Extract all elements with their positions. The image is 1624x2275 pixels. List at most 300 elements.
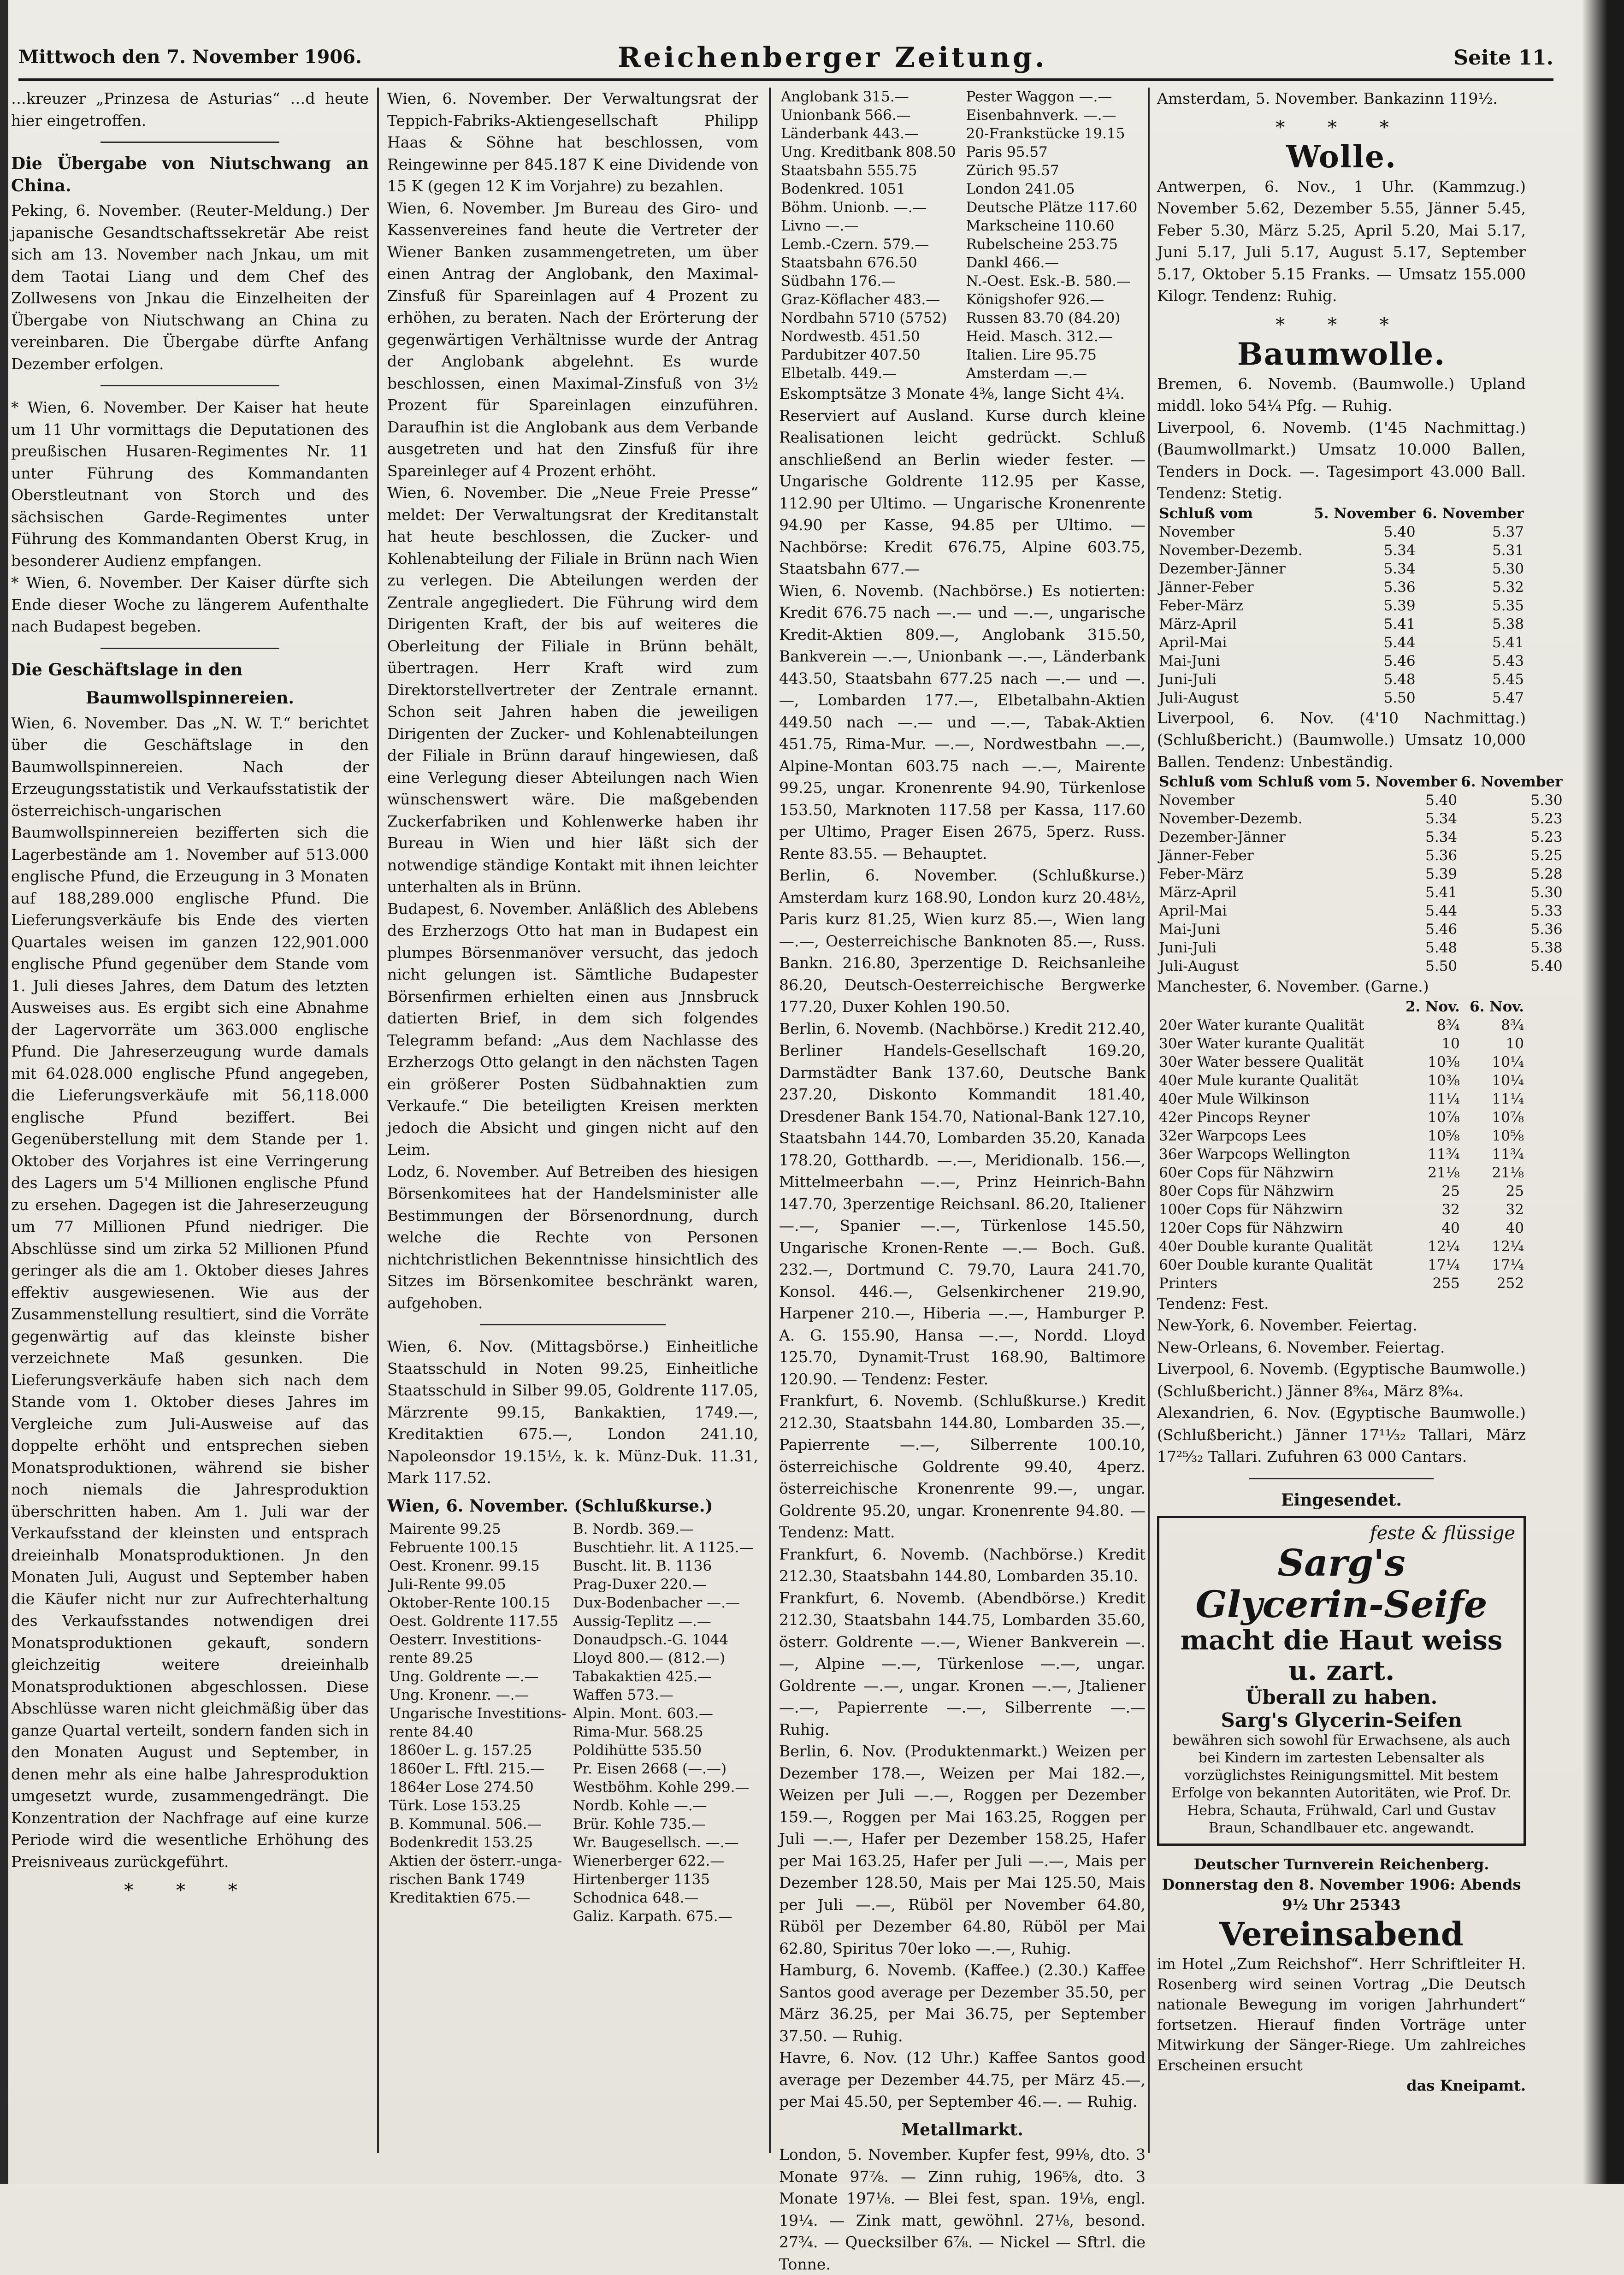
table-header-cell: 2. Nov. <box>1405 998 1460 1015</box>
table-cell: Pester Waggon —.— <box>966 89 1112 105</box>
table-cell: Feber-März <box>1159 597 1244 614</box>
table-header-cell: 6. Nov. <box>1470 998 1524 1015</box>
table-cell: 5.46 <box>1383 652 1416 669</box>
table-cell: 5.41 <box>1383 615 1416 632</box>
separator <box>100 648 279 649</box>
table-cell: 17¼ <box>1492 1256 1524 1273</box>
kurs-row <box>387 1870 758 1889</box>
table-cell: Nordb. Kohle —.— <box>573 1797 707 1814</box>
table-cell: Oest. Goldrente 117.55 <box>389 1613 559 1630</box>
berlin-nachboerse: Berlin, 6. Novemb. (Nachbörse.) Kredit 212.40, Berliner Handels-Gesellschaft 169.20, Darmstädter Bank 137.60, Deutsche Bank 237.20, Diskonto Kommandit 181.40, Dresdener Bank 154.70, National-Bank 127.10, Staatsbahn 144.70, Lombarden 35.20, Kanada 178.20, Gotthardb. —.—, Meridionalb. 156.—, Mittelmeerbahn —.—, Prinz Heinrich-Bahn 147.70, 3perzentige Reichsanl. 86.20, Italiener —.—, Spanier —.—, Türkenlose 145.50, Ungarische Kronen-Rente —.— Boch. Guß. 232.—, Dortmund C. 79.70, Laura 241.70, Konsol. 446.—, Gelsenkirchener 219.90, Harpener 210.—, Hiberia —.—, Hamburger P. A. G. 155.90, Hansa —.—, Nordd. Lloyd 125.70, Dynamit-Trust 168.90, Baltimore 120.90. — Tendenz: Fester. <box>779 1019 1146 1388</box>
kurs-row <box>387 1631 758 1649</box>
table-cell: Juli-August <box>1159 958 1239 975</box>
table-header-cell <box>1157 998 1398 1016</box>
table-cell: Ung. Goldrente —.— <box>389 1668 539 1685</box>
table-cell: 5.48 <box>1383 671 1416 688</box>
table-cell: Tabakaktien 425.— <box>573 1668 712 1685</box>
ad-body: bewähren sich sowohl für Erwachsene, als auch bei Kindern im zartesten Lebensalter als vorzüglichstes Reinigungsmittel. Mit bestem Erfolge von bekannten Autoritäten, wie Prof. Dr. Hebra, Schauta, Frühwald, Carl und Gustav Braun, Schandlbauer etc. angewandt. <box>1171 1732 1512 1836</box>
garn-row <box>1157 1274 1526 1293</box>
table-cell: Jänner-Feber <box>1159 579 1254 596</box>
table-cell: 32er Warpcops Lees <box>1159 1127 1306 1144</box>
table-cell: 40 <box>1441 1219 1460 1236</box>
kurs-row <box>779 180 1146 198</box>
garn-row <box>1157 1219 1526 1237</box>
table-cell: 5.37 <box>1492 523 1524 540</box>
separator <box>1249 1478 1434 1479</box>
table-cell: 5.30 <box>1492 560 1524 577</box>
liverpool-schlussbericht: Liverpool, 6. Nov. (4'10 Nachmittag.) (Schlußbericht.) (Baumwolle.) Umsatz 10,000 Ballen. Tendenz: Unbeständig. <box>1157 709 1526 771</box>
kurs-row <box>779 124 1146 143</box>
table-cell: 11¾ <box>1492 1146 1524 1163</box>
alexandrien: Alexandrien, 6. Nov. (Egyptische Baumwolle.) (Schlußbericht.) Jänner 17¹¹⁄₃₂ Tallari, März 17²⁵⁄₃₂ Tallari. Zufuhren 63 000 Cantars. <box>1157 1404 1526 1465</box>
termin-row <box>1157 920 1565 939</box>
column-3 <box>779 88 1146 2273</box>
heading-schlusskurse: Wien, 6. November. (Schlußkurse.) <box>387 1496 713 1516</box>
table-header-cell: 5. November <box>1355 774 1458 790</box>
table-cell: 10⅞ <box>1492 1109 1524 1126</box>
table-cell: 5.34 <box>1383 560 1416 577</box>
article-niutschwang: Peking, 6. November. (Reuter-Meldung.) Der japanische Gesandtschaftssekretär Abe reist sich am 13. November nach Jnkau, um mit dem Taotai Liang und dem Chef des Zollwesens von Jnkau die Einzelheiten der Übergabe von Niutschwang an China zu vereinbaren. Die Übergabe dürfte Anfang Dezember erfolgen. <box>11 201 369 373</box>
section-stars: * * * <box>124 1880 256 1901</box>
table-cell: 20er Water kurante Qualität <box>1159 1016 1364 1034</box>
table-cell: 40er Mule kurante Qualität <box>1159 1072 1358 1089</box>
termin-row <box>1157 560 1526 578</box>
table-cell: Lemb.-Czern. 579.— <box>781 236 929 253</box>
table-cell: 5.38 <box>1492 615 1524 632</box>
page-number: Seite 11. <box>1453 46 1553 70</box>
table-cell: Heid. Masch. 312.— <box>966 328 1113 345</box>
table-cell: 5.41 <box>1425 884 1458 901</box>
issue-date: Mittwoch den 7. November 1906. <box>18 46 362 68</box>
table-cell: rente 89.25 <box>389 1650 473 1666</box>
table-cell: November <box>1159 523 1235 540</box>
table-cell: Mairente 99.25 <box>389 1521 501 1537</box>
hamburg-kaffee: Hamburg, 6. Novemb. (Kaffee.) (2.30.) Kaffee Santos good average per Dezember 35.50, per März 36.25, per Mai 36.75, per September 37.50. — Ruhig. <box>779 1961 1146 2045</box>
table-cell: 5.47 <box>1492 689 1524 706</box>
tendenz-fest: Tendenz: Fest. <box>1157 1294 1269 1312</box>
boersenbericht: Reserviert auf Ausland. Kurse durch kleine Realisationen leicht gedrückt. Schluß anschließend an Berlin wieder fester. — Ungarische Goldrente 112.95 per Kasse, 112.90 per Ultimo. — Ungarische Kronenrente 94.90 per Kasse, 94.85 per Ultimo. — Nachbörse: Kredit 676.75, Alpine 603.75, Staatsbahn 677.— <box>779 406 1146 578</box>
new-orleans: New-Orleans, 6. November. Feiertag. <box>1157 1338 1445 1356</box>
article-anglobank: Wien, 6. November. Jm Bureau des Giro- und Kassenvereines fand heute die Vertreter der Wiener Banken zusammengetreten, um über einen Antrag der Anglobank, den Maximal-Zinsfuß für Spareinlagen auf 4 Prozent zu erhöhen, zu beraten. Nach der Erörterung der gegenwärtigen Verhältnisse wurde der Antrag der Anglobank abgelehnt. Es wurde beschlossen, einen Maximal-Zinsfuß von 3½ Prozent für Spareinlagen einzuführen. Daraufhin ist die Anglobank aus dem Verbande ausgetreten und hat den Zinsfuß für ihre Spareinleger auf 4 Prozent erhöht. <box>387 199 758 480</box>
article-kaiser-deputation: * Wien, 6. November. Der Kaiser hat heute um 11 Uhr vormittags die Deputationen des preußischen Husaren-Regimentes Nr. 11 unter Führung des Kommandanten Oberstleutnant von Storch und des sächsischen Garde-Regimentes unter Führung des Kommandanten Oberst Krug, in besonderer Audienz empfangen. <box>11 398 369 570</box>
table-cell: Rima-Mur. 568.25 <box>573 1724 703 1740</box>
kurs-row <box>387 1833 758 1852</box>
table-header-cell: 6. November <box>1422 505 1524 522</box>
table-cell: 10 <box>1441 1035 1460 1052</box>
frankfurt-nachboerse: Frankfurt, 6. Novemb. (Nachbörse.) Kredit 212.30, Staatsbahn 144.80, Lombarden 35.10. <box>779 1545 1146 1585</box>
table-cell: Juli-August <box>1159 689 1239 706</box>
table-cell: Graz-Köflacher 483.— <box>781 291 940 308</box>
kurs-row <box>779 88 1146 106</box>
ad-brand: Sarg's <box>1277 1541 1405 1584</box>
table-cell: Nordwestb. 451.50 <box>781 328 920 345</box>
table-cell: Dux-Bodenbacher —.— <box>573 1595 740 1611</box>
kurs-row <box>387 1815 758 1833</box>
table-header-cell: Schluß vom Schluß vom <box>1159 774 1352 790</box>
table-cell: 5.50 <box>1383 689 1416 706</box>
table-cell: 5.34 <box>1383 542 1416 559</box>
table-cell: Deutsche Plätze 117.60 <box>966 199 1138 216</box>
table-header-row <box>1157 504 1526 523</box>
table-cell: 5.28 <box>1530 866 1563 882</box>
table-cell: Hirtenberger 1135 <box>573 1871 710 1888</box>
table-cell: 5.38 <box>1530 940 1563 956</box>
kurs-row <box>387 1612 758 1631</box>
garn-row <box>1157 1016 1526 1034</box>
frankfurt-schlusskurse: Frankfurt, 6. Novemb. (Schlußkurse.) Kredit 212.30, Staatsbahn 144.80, Lombarden 35.—, Papierrente —.—, Silberrente 100.10, österreichische Goldrente 99.40, 4perz. österreichische Kronenrente 99.—, ungar. Goldrente 95.20, ungar. Kronenrente 94.80. — Tendenz: Matt. <box>779 1392 1146 1541</box>
kurs-row <box>387 1594 758 1612</box>
table-cell: 5.34 <box>1425 829 1458 845</box>
termin-row <box>1157 828 1565 846</box>
ad-product-name: Sarg's Glycerin-Seifen <box>1221 1709 1462 1731</box>
table-cell: 10 <box>1506 1035 1524 1052</box>
garn-row <box>1157 1182 1526 1200</box>
table-cell: Printers <box>1159 1275 1218 1292</box>
table-cell: 8¾ <box>1501 1016 1524 1034</box>
sarg-soap-advertisement <box>1157 1516 1526 1846</box>
heading-baumwolle: Baumwolle. <box>1237 336 1446 372</box>
termin-row <box>1157 670 1526 689</box>
kurs-row <box>387 1907 758 1926</box>
separator <box>480 1324 666 1325</box>
table-cell: Dankl 466.— <box>966 254 1059 271</box>
table-cell: Schodnica 648.— <box>573 1890 699 1906</box>
liverpool-egyptische: Liverpool, 6. Novemb. (Egyptische Baumwolle.) (Schlußbericht.) Jänner 8⁹⁄₆₄, März 8⁹⁄₆₄. <box>1157 1360 1526 1400</box>
table-cell: Oest. Kronenr. 99.15 <box>389 1558 540 1574</box>
kurs-row <box>387 1741 758 1760</box>
headline-niutschwang: Die Übergabe von Niutschwang an China. <box>11 154 369 195</box>
kurs-row <box>387 1538 758 1557</box>
headline-geschaeftslage-1: Die Geschäftslage in den <box>11 660 243 680</box>
termin-row <box>1157 633 1526 652</box>
kurs-row <box>387 1796 758 1815</box>
scan-border-left <box>0 0 8 2184</box>
turnverein-advertisement <box>1157 1854 1526 2096</box>
table-cell: Wienerberger 622.— <box>573 1853 725 1869</box>
table-cell: Pr. Eisen 2668 (—.—) <box>573 1761 727 1777</box>
ad2-line2: Donnerstag den 8. November 1906: Abends 9½ Uhr 25343 <box>1162 1876 1521 1914</box>
table-cell: B. Nordb. 369.— <box>573 1521 694 1537</box>
table-cell: 25 <box>1506 1182 1524 1200</box>
table-cell: 1864er Lose 274.50 <box>389 1779 534 1796</box>
table-cell: 11¼ <box>1492 1090 1524 1107</box>
table-cell: Bodenkredit 153.25 <box>389 1834 533 1851</box>
ad2-line1: Deutscher Turnverein Reichenberg. <box>1193 1855 1489 1873</box>
kurs-row <box>779 161 1146 180</box>
table-cell: 252 <box>1496 1275 1524 1292</box>
table-cell: 5.35 <box>1492 597 1524 614</box>
table-cell: Eisenbahnverk. —.— <box>966 107 1116 124</box>
table-cell: 5.48 <box>1425 940 1458 956</box>
kurs-row <box>387 1667 758 1686</box>
termin-row <box>1157 883 1565 902</box>
garn-row <box>1157 1200 1526 1219</box>
table-cell: 10⅝ <box>1428 1127 1460 1144</box>
column-rule <box>1148 88 1150 2153</box>
table-cell: Livno —.— <box>781 218 859 234</box>
kurse-table <box>779 88 1146 383</box>
article-mittagsboerse: Wien, 6. Nov. (Mittagsbörse.) Einheitliche Staatsschuld in Noten 99.25, Einheitliche Staatsschuld in Silber 99.05, Goldrente 117.05, Märzrente 99.15, Bankaktien, 1749.—, Kreditaktien 675.—, London 241.10, Napoleonsdor 19.15½, k. k. Münz-Duk. 11.31, Mark 117.52. <box>387 1337 758 1487</box>
table-cell: 20-Frankstücke 19.15 <box>966 125 1125 142</box>
table-cell: 5.46 <box>1425 921 1458 938</box>
table-cell: Dezember-Jänner <box>1159 829 1286 845</box>
termin-row <box>1157 578 1526 597</box>
bremen-baumwolle: Bremen, 6. Novemb. (Baumwolle.) Upland middl. loko 54¼ Pfg. — Ruhig. <box>1157 374 1526 414</box>
table-cell: Poldihütte 535.50 <box>573 1742 702 1759</box>
table-cell: 10⅜ <box>1428 1072 1460 1089</box>
table-cell: 1860er L. Fftl. 215.— <box>389 1761 545 1777</box>
new-york: New-York, 6. November. Feiertag. <box>1157 1316 1417 1334</box>
section-stars: * * * <box>1276 117 1407 138</box>
table-cell: 5.44 <box>1425 903 1458 919</box>
garn-row <box>1157 1237 1526 1256</box>
termin-row <box>1157 810 1565 828</box>
kurs-row <box>779 272 1146 290</box>
table-cell: Böhm. Unionb. —.— <box>781 199 927 216</box>
table-cell: November <box>1159 792 1235 809</box>
article-baumwollspinnereien: Wien, 6. November. Das „N. W. T.“ berichtet über die Geschäftslage in den Baumwollspinnereien. Nach der Erzeugungsstatistik und Verkaufsstatistik der österreichisch-ungarischen Baumwollspinnereien bezifferten sich die Lagerbestände am 1. November auf 513.000 englische Pfund, die Erzeugung in 3 Monaten auf 188,289.000 englische Pfund. Die Lieferungsverkäufe bis Ende des vierten Quartales weisen im ganzen 122,901.000 englische Pfund gegenüber dem Stande vom 1. Juli dieses Jahres, dem Datum des letzten Ausweises aus. Es ergibt sich eine Abnahme der Lagervorräte um 363.000 englische Pfund. Die Jahreserzeugung wurde damals mit 64.028.000 englische Pfund angegeben, die Lieferungsverkäufe mit 56,118.000 englische Pfund beziffert. Bei Gegenüberstellung mit dem Stande per 1. Oktober des Vorjahres ist eine Verringerung des Lagers um 5'4 Millionen englische Pfund zu ersehen. Dagegen ist die Jahreserzeugung um 77 Millionen Pfund niedriger. Die Abschlüsse sind um zirka 52 Millionen Pfund geringer als die am 1. Oktober dieses Jahres effektiv ausgewiesenen. Wie aus der Zusammenstellung resultiert, sind die Vorräte gegenwärtig auf das kleinste bisher verzeichnete Maß gesunken. Die Lieferungsverkäufe haben sich nach dem Stande vom 1. Oktober dieses Jahres im Vergleiche zum Juli-Ausweise auf das doppelte erhöht und entsprechen sieben Monatsproduktionen, während sie bisher noch niemals die Jahresproduktion überschritten haben. Am 1. Juli war der Verkaufsstand der kleinsten und entsprach dreieinhalb Monatsproduktionen. Jn den Monaten Juli, August und September haben die Käufer nicht nur zur Aufrechterhaltung des Verkaufsstandes notwendigen drei Monatsproduktionen gekauft, sondern gleichzeitig weitere dreieinhalb Monatsproduktionen abgeschlossen. Diese Abschlüsse waren nicht gleichmäßig über das ganze Quartal verteilt, sondern fanden sich in den Monaten August und September, in denen mehr als eine halbe Jahresproduktion umgesetzt wurde, zusammengedrängt. Die Konzentration der Nachfrage auf eine kurze Periode wird die wesentliche Erhöhung des Preisniveaus zurückgeführt. <box>11 714 369 1871</box>
table-cell: März-April <box>1159 884 1237 901</box>
table-header-cell: Schluß vom <box>1159 505 1253 522</box>
article-budapest-boerse: Budapest, 6. November. Anläßlich des Ablebens des Erzherzogs Otto hat man in Budapest ein plumpes Börsenmanöver versucht, das jedoch nicht gelungen ist. Sämtliche Budapester Börsenfirmen erhielten einen aus Jnnsbruck datierten Brief, in dem sich folgendes Telegramm befand: „Aus dem Nachlasse des Erzherzogs Otto gelangt in den nächsten Tagen ein größerer Posten Südbahnaktien zum Verkaufe.“ Die beteiligten Kreisen merkten jedoch die Absicht und gingen nicht auf den Leim. <box>387 899 758 1158</box>
wien-nachboerse: Wien, 6. Novemb. (Nachbörse.) Es notierten: Kredit 676.75 nach —.— und —.—, ungarische Kredit-Aktien 809.—, Anglobank 315.50, Bankverein —.—, Unionbank —.—, Länderbank 443.50, Staatsbahn 677.25 nach —.— und —.—, Lombarden 177.—, Elbetalbahn-Aktien 449.50 nach —.— und —.—, Tabak-Aktien 451.75, Rima-Mur. —.—, Nordwestbahn —.—, Alpine-Montan 603.75 nach —.—, Mairente 99.25, ungar. Kronenrente 94.90, Türkenlose 153.50, Marknoten 117.58 per Kassa, 117.60 per Ultimo, Prager Eisen 2675, 5perz. Russ. Rente 83.55. — Behauptet. <box>779 581 1146 863</box>
table-cell: 60er Cops für Nähzwirn <box>1159 1164 1334 1181</box>
column-4 <box>1157 88 1563 2153</box>
table-cell: 5.40 <box>1383 523 1416 540</box>
liverpool-table-1 <box>1157 504 1526 707</box>
table-cell: Länderbank 443.— <box>781 125 919 142</box>
garn-row <box>1157 1090 1526 1108</box>
table-cell: 5.43 <box>1492 652 1524 669</box>
table-cell: Alpin. Mont. 603.— <box>573 1705 713 1722</box>
kurs-row <box>779 198 1146 217</box>
table-cell: 5.34 <box>1425 810 1458 827</box>
table-cell: 5.45 <box>1492 671 1524 688</box>
table-cell: November-Dezemb. <box>1159 542 1303 559</box>
table-cell: Zürich 95.57 <box>966 162 1059 179</box>
termin-row <box>1157 652 1526 670</box>
berlin-produktenmarkt: Berlin, 6. Nov. (Produktenmarkt.) Weizen per Dezember 178.—, Weizen per Mai 182.—, Weizen per Juli —.—, Roggen per Dezember 159.—, Roggen per Mai 163.25, Roggen per Juli —.—, Hafer per Dezember 158.25, Hafer per Mai 163.25, Hafer per Juli —.—, Mais per Dezember 128.50, Mais per Mai 125.50, Mais per Juli —.—, Rüböl per November 64.80, Rüböl per Dezember 64.80, Rüböl per Mai 62.80, Spiritus 70er loko —.—, Ruhig. <box>779 1742 1146 1957</box>
table-cell: 21⅛ <box>1428 1164 1460 1181</box>
termin-row <box>1157 541 1526 560</box>
kurs-row <box>779 327 1146 346</box>
table-header-cell: 6. November <box>1461 774 1563 790</box>
havre-kaffee: Havre, 6. Nov. (12 Uhr.) Kaffee Santos good average per Dezember 44.75, per März 45.—, per Mai 45.50, per September 46.—. — Ruhig. <box>779 2049 1146 2110</box>
table-cell: Juni-Juli <box>1159 940 1217 956</box>
kurs-row <box>387 1889 758 1907</box>
table-cell: Südbahn 176.— <box>781 273 896 290</box>
kurs-row <box>779 143 1146 161</box>
masthead <box>18 28 1553 81</box>
ad-slogan: macht die Haut weiss u. zart. <box>1180 1625 1503 1686</box>
table-cell: Rubelscheine 253.75 <box>966 236 1118 253</box>
table-cell: Anglobank 315.— <box>781 89 909 105</box>
table-cell: Brür. Kohle 735.— <box>573 1816 706 1832</box>
garn-row <box>1157 1071 1526 1090</box>
table-cell: 30er Water kurante Qualität <box>1159 1035 1364 1052</box>
table-cell: 60er Double kurante Qualität <box>1159 1256 1373 1273</box>
liverpool-table-2 <box>1157 773 1565 975</box>
scan-border-right <box>1583 0 1624 2184</box>
table-cell: Russen 83.70 (84.20) <box>966 310 1121 326</box>
table-cell: 5.36 <box>1425 847 1458 864</box>
table-cell: 25 <box>1441 1182 1460 1200</box>
heading-wolle: Wolle. <box>1286 139 1397 175</box>
berlin-schlusskurse: Berlin, 6. November. (Schlußkurse.) Amsterdam kurz 168.90, London kurz 20.48½, Paris kurz 81.25, Wien kurz 85.—, Wien lang —.—, Oesterreichische Banknoten 85.—, Russ. Bankn. 216.80, 3perzentige D. Reichsanleihe 86.20, Deutsch-Oesterreichische Bergwerke 177.20, Duxer Kohlen 190.50. <box>779 866 1146 1016</box>
table-cell: 30er Water bessere Qualität <box>1159 1053 1364 1070</box>
garn-row <box>1157 1053 1526 1071</box>
garn-row <box>1157 1127 1526 1145</box>
table-cell: Aktien der österr.-unga- <box>389 1853 562 1869</box>
table-cell: Feber-März <box>1159 866 1244 882</box>
ad2-title: Vereinsabend <box>1219 1915 1464 1953</box>
table-cell: 5.23 <box>1530 829 1563 845</box>
kurs-row <box>779 309 1146 327</box>
table-cell: Bodenkred. 1051 <box>781 181 905 197</box>
table-cell: Oktober-Rente 100.15 <box>389 1595 550 1611</box>
kurs-row <box>779 346 1146 364</box>
kurs-row <box>387 1649 758 1667</box>
table-cell: 5.36 <box>1383 579 1416 596</box>
manchester-garne: Manchester, 6. November. (Garne.) <box>1157 977 1429 995</box>
garn-row <box>1157 1164 1526 1182</box>
heading-metallmarkt: Metallmarkt. <box>901 2120 1023 2139</box>
table-cell: 12¼ <box>1492 1238 1524 1255</box>
table-cell: Unionbank 566.— <box>781 107 911 124</box>
table-cell: Lloyd 800.— (812.—) <box>573 1650 726 1666</box>
termin-row <box>1157 689 1526 707</box>
ad-product: Glycerin-Seife <box>1195 1583 1488 1626</box>
table-header-row <box>1157 998 1526 1016</box>
separator <box>100 142 279 143</box>
table-header-cell: 5. November <box>1314 505 1416 522</box>
table-cell: 12¼ <box>1428 1238 1460 1255</box>
table-cell: 5.33 <box>1530 903 1563 919</box>
table-cell: Dezember-Jänner <box>1159 560 1286 577</box>
table-cell: 17¼ <box>1428 1256 1460 1273</box>
schlusskurse-table <box>387 1520 758 1926</box>
table-cell: Jänner-Feber <box>1159 847 1254 864</box>
table-cell: 120er Cops für Nähzwirn <box>1159 1219 1343 1236</box>
table-cell: Ung. Kronenr. —.— <box>389 1687 529 1703</box>
table-cell: 5.41 <box>1492 634 1524 651</box>
table-cell: Elbetalb. 449.— <box>781 365 897 382</box>
table-cell: 40er Double kurante Qualität <box>1159 1238 1373 1255</box>
table-cell: Mai-Juni <box>1159 921 1220 938</box>
table-cell: Juni-Juli <box>1159 671 1217 688</box>
column-1 <box>11 88 369 2153</box>
table-cell: B. Kommunal. 506.— <box>389 1816 542 1832</box>
termin-row <box>1157 597 1526 615</box>
table-cell: 10⅞ <box>1428 1109 1460 1126</box>
table-cell: 5.32 <box>1492 579 1524 596</box>
table-cell: 5.30 <box>1530 884 1563 901</box>
table-cell: 5.39 <box>1383 597 1416 614</box>
table-cell: 255 <box>1432 1275 1460 1292</box>
table-cell: London 241.05 <box>966 181 1075 197</box>
table-cell: 11¼ <box>1428 1090 1460 1107</box>
table-cell: 5.25 <box>1530 847 1563 864</box>
table-cell: Waffen 573.— <box>573 1687 673 1703</box>
table-cell: 5.39 <box>1425 866 1458 882</box>
table-cell: 40 <box>1506 1219 1524 1236</box>
eskomptsaetze: Eskomptsätze 3 Monate 4⅜, lange Sicht 4¼. <box>779 384 1125 402</box>
table-cell: Kreditaktien 675.— <box>389 1890 531 1906</box>
newspaper-title: Reichenberger Zeitung. <box>618 41 1047 74</box>
kurs-row <box>387 1704 758 1723</box>
article-lodz: Lodz, 6. November. Auf Betreiben des hiesigen Börsenkomitees hat der Handelsminister alle Bestimmungen der Börsenordnung, durch welche die Rechte von Personen nichtchristlichen Bekenntnisse hinsichtlich des Sitzes im Börsenkomitee beschränkt waren, aufgehoben. <box>387 1162 758 1312</box>
table-cell: 11¾ <box>1428 1146 1460 1163</box>
ad-tagline: feste & flüssige <box>1370 1523 1515 1544</box>
termin-row <box>1157 957 1565 975</box>
kurs-row <box>779 106 1146 124</box>
table-cell: 32 <box>1441 1201 1460 1218</box>
kurs-row <box>387 1520 758 1538</box>
table-cell: Buschtiehr. lit. A 1125.— <box>573 1539 754 1556</box>
kurs-row <box>387 1686 758 1704</box>
table-cell: 5.44 <box>1383 634 1416 651</box>
table-cell: 1860er L. g. 157.25 <box>389 1742 532 1759</box>
table-cell: 10¼ <box>1492 1072 1524 1089</box>
table-cell: 8¾ <box>1437 1016 1460 1034</box>
kurs-row <box>779 254 1146 272</box>
kurs-row <box>387 1723 758 1741</box>
table-cell: 36er Warpcops Wellington <box>1159 1146 1350 1163</box>
heading-eingesendet: Eingesendet. <box>1281 1490 1402 1510</box>
kurs-row <box>387 1852 758 1870</box>
table-cell: N.-Oest. Esk.-B. 580.— <box>966 273 1131 290</box>
table-cell: Oesterr. Investitions- <box>389 1631 542 1648</box>
termin-row <box>1157 523 1526 541</box>
table-cell <box>387 1907 571 1926</box>
manchester-table <box>1157 998 1526 1293</box>
table-cell: Juli-Rente 99.05 <box>389 1576 506 1593</box>
termin-row <box>1157 615 1526 633</box>
table-cell: 5.40 <box>1530 958 1563 975</box>
kurs-row <box>387 1778 758 1796</box>
table-cell: Aussig-Teplitz —.— <box>573 1613 711 1630</box>
table-cell: rente 84.40 <box>389 1724 473 1740</box>
table-cell: Paris 95.57 <box>966 144 1048 160</box>
table-cell: 5.36 <box>1530 921 1563 938</box>
table-cell: Amsterdam —.— <box>966 365 1087 382</box>
table-cell: 10⅜ <box>1428 1053 1460 1070</box>
table-cell: November-Dezemb. <box>1159 810 1303 827</box>
table-cell: Königshofer 926.— <box>966 291 1104 308</box>
table-cell: März-April <box>1159 615 1237 632</box>
frankfurt-abendboerse: Frankfurt, 6. Novemb. (Abendbörse.) Kredit 212.30, Staatsbahn 144.75, Lombarden 35.60, österr. Goldrente —.—, Wiener Bankverein —.—, Alpine —.—, Türkenlose —.—, ungar. Goldrente —.—, ungar. Kronen —.—, Jtaliener —.—, Papierrente —.—, Silberrente —.— Ruhig. <box>779 1589 1146 1738</box>
table-cell: 32 <box>1506 1201 1524 1218</box>
garn-row <box>1157 1256 1526 1274</box>
table-cell: 5.40 <box>1425 792 1458 809</box>
table-cell: Türk. Lose 153.25 <box>389 1797 521 1814</box>
headline-geschaeftslage-2: Baumwollspinnereien. <box>86 688 294 708</box>
termin-row <box>1157 846 1565 865</box>
table-cell: April-Mai <box>1159 903 1227 919</box>
kurs-row <box>779 217 1146 235</box>
table-cell: Februente 100.15 <box>389 1539 519 1556</box>
kurs-row <box>387 1557 758 1575</box>
termin-row <box>1157 902 1565 920</box>
section-stars: * * * <box>1276 314 1407 336</box>
table-cell: 10¼ <box>1492 1053 1524 1070</box>
garn-row <box>1157 1108 1526 1127</box>
amsterdam-zinn: Amsterdam, 5. November. Bankazinn 119½. <box>1157 89 1498 107</box>
london-metall: London, 5. November. Kupfer fest, 99⅛, dto. 3 Monate 97⅞. — Zinn ruhig, 196⅝, dto. 3 Monate 197⅛. — Blei fest, span. 19⅛, engl. 19¼. — Zink matt, gewöhnl. 27⅛, besond. 27¾. — Quecksilber 6⅞. — Nickel — Sftrl. die Tonne. <box>779 2145 1146 2273</box>
table-cell: April-Mai <box>1159 634 1227 651</box>
table-cell: Staatsbahn 555.75 <box>781 162 917 179</box>
table-cell: Prag-Duxer 220.— <box>573 1576 707 1593</box>
